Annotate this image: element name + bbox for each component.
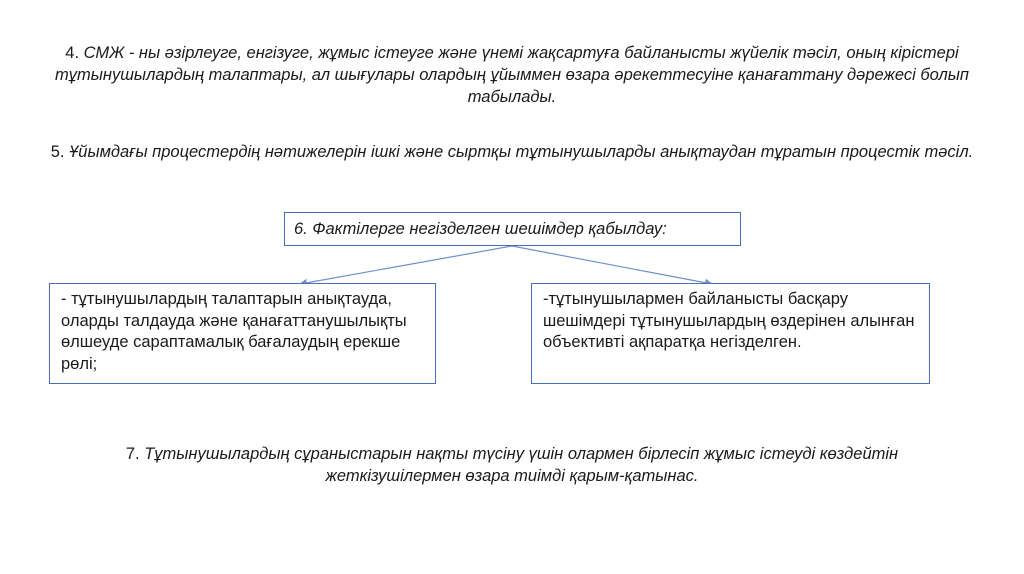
paragraph-5-number: 5. [50, 143, 70, 161]
paragraph-4-number: 4. [65, 44, 84, 62]
arrow-to-right-box [512, 246, 712, 284]
objective-information-box [531, 283, 930, 384]
expert-assessment-box [49, 283, 436, 384]
expert-assessment-text: - тұтынушылардың талаптарын анықтауда, оларды талдауда және қанағаттанушылықты өлшеуде сараптамалық бағалаудың ерекше рөлі; [61, 290, 407, 373]
principle-6-box [284, 212, 741, 246]
paragraph-7 [100, 443, 924, 487]
paragraph-4-text: СМЖ - ны әзірлеуге, енгізуге, жұмыс істеуге және үнемі жақсартуға байланысты жүйелік тәсіл, оның кірістері тұтынушылардың талаптары, ал шығулары олардың ұйыммен өзара әрекеттесуіне қанағаттану дәрежесі болып табылады. [55, 44, 969, 106]
paragraph-7-text: Тұтынушылардың сұраныстарын нақты түсіну үшін олармен бірлесіп жұмыс істеуді көздейтін жеткізушілермен өзара тиімді қарым-қатынас. [144, 445, 899, 485]
paragraph-5 [40, 141, 984, 163]
paragraph-5-text: Ұйымдағы процестердің нәтижелерін ішкі және сыртқы тұтынушыларды анықтаудан тұратын процестік тәсіл. [69, 143, 974, 161]
paragraph-4 [40, 42, 984, 108]
principle-6-text: 6. Фактілерге негізделген шешімдер қабылдау: [294, 220, 667, 238]
arrow-to-left-box [300, 246, 512, 284]
paragraph-7-number: 7. [125, 445, 145, 463]
objective-information-text: -тұтынушылармен байланысты басқару шешімдері тұтынушылардың өздерінен алынған объективті ақпаратқа негізделген. [543, 290, 915, 351]
